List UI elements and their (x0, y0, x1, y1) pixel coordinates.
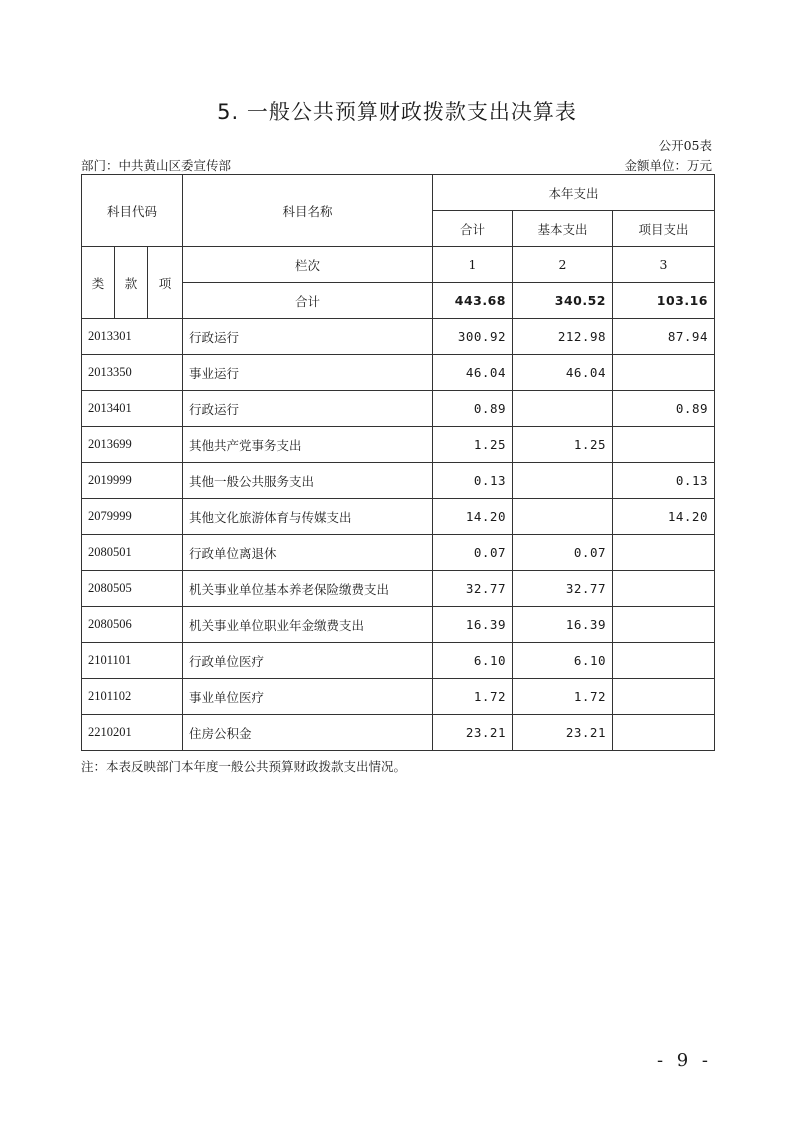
table-row (82, 643, 715, 679)
row-basic: 1.72 (513, 679, 613, 715)
table-row (82, 463, 715, 499)
row-name: 机关事业单位基本养老保险缴费支出 (183, 571, 433, 607)
expenditure-table (81, 174, 715, 751)
header-row-3 (82, 247, 715, 283)
row-basic: 32.77 (513, 571, 613, 607)
row-code: 2101102 (82, 679, 183, 715)
row-project: 0.89 (613, 391, 715, 427)
summary-total: 443.68 (433, 283, 513, 319)
header-row-1 (82, 175, 715, 211)
row-project (613, 427, 715, 463)
header-col1: 1 (433, 247, 513, 283)
page-number: - 9 - (656, 1050, 712, 1071)
table-row (82, 607, 715, 643)
table-note: 注：本表反映部门本年度一般公共预算财政拨款支出情况。 (81, 759, 407, 774)
row-name: 事业单位医疗 (183, 679, 433, 715)
header-lei: 类 (82, 247, 115, 319)
row-basic: 16.39 (513, 607, 613, 643)
row-total: 0.07 (433, 535, 513, 571)
row-project (613, 355, 715, 391)
header-name: 科目名称 (183, 175, 433, 247)
row-name: 行政运行 (183, 319, 433, 355)
row-name: 事业运行 (183, 355, 433, 391)
row-project (613, 679, 715, 715)
row-project: 87.94 (613, 319, 715, 355)
table-row (82, 499, 715, 535)
row-project: 14.20 (613, 499, 715, 535)
table-row (82, 571, 715, 607)
summary-project: 103.16 (613, 283, 715, 319)
row-total: 1.72 (433, 679, 513, 715)
row-total: 32.77 (433, 571, 513, 607)
row-name: 行政单位医疗 (183, 643, 433, 679)
header-col2: 2 (513, 247, 613, 283)
row-total: 6.10 (433, 643, 513, 679)
row-code: 2080501 (82, 535, 183, 571)
row-basic (513, 391, 613, 427)
header-xiang: 项 (148, 247, 183, 319)
header-kuan: 款 (115, 247, 148, 319)
row-code: 2080506 (82, 607, 183, 643)
row-code: 2210201 (82, 715, 183, 751)
row-code: 2013350 (82, 355, 183, 391)
page-title: 5. 一般公共预算财政拨款支出决算表 (217, 100, 577, 124)
row-name: 其他一般公共服务支出 (183, 463, 433, 499)
row-total: 16.39 (433, 607, 513, 643)
row-code: 2013401 (82, 391, 183, 427)
row-name: 机关事业单位职业年金缴费支出 (183, 607, 433, 643)
row-name: 其他共产党事务支出 (183, 427, 433, 463)
row-basic: 0.07 (513, 535, 613, 571)
row-name: 住房公积金 (183, 715, 433, 751)
form-number: 公开05表 (658, 138, 712, 153)
table-row (82, 391, 715, 427)
row-basic: 46.04 (513, 355, 613, 391)
row-basic: 6.10 (513, 643, 613, 679)
row-total: 0.89 (433, 391, 513, 427)
table-row (82, 319, 715, 355)
header-column-label: 栏次 (183, 247, 433, 283)
row-code: 2101101 (82, 643, 183, 679)
row-basic (513, 499, 613, 535)
summary-label: 合计 (183, 283, 433, 319)
row-project (613, 607, 715, 643)
department-label: 部门：中共黄山区委宣传部 (81, 158, 232, 173)
row-total: 14.20 (433, 499, 513, 535)
row-project (613, 643, 715, 679)
row-basic: 1.25 (513, 427, 613, 463)
row-code: 2013699 (82, 427, 183, 463)
table-row (82, 715, 715, 751)
header-project: 项目支出 (613, 211, 715, 247)
row-basic (513, 463, 613, 499)
header-col3: 3 (613, 247, 715, 283)
row-total: 23.21 (433, 715, 513, 751)
row-code: 2013301 (82, 319, 183, 355)
row-basic: 212.98 (513, 319, 613, 355)
row-total: 300.92 (433, 319, 513, 355)
table-row (82, 679, 715, 715)
row-code: 2019999 (82, 463, 183, 499)
table-row (82, 535, 715, 571)
row-project (613, 571, 715, 607)
header-basic: 基本支出 (513, 211, 613, 247)
header-code: 科目代码 (82, 175, 183, 247)
header-current-year: 本年支出 (433, 175, 715, 211)
amount-unit-label: 金额单位：万元 (624, 158, 712, 173)
row-total: 0.13 (433, 463, 513, 499)
header-total: 合计 (433, 211, 513, 247)
summary-basic: 340.52 (513, 283, 613, 319)
row-name: 行政运行 (183, 391, 433, 427)
row-name: 行政单位离退休 (183, 535, 433, 571)
table-row (82, 427, 715, 463)
table-row (82, 355, 715, 391)
row-project: 0.13 (613, 463, 715, 499)
row-project (613, 715, 715, 751)
row-total: 46.04 (433, 355, 513, 391)
row-code: 2080505 (82, 571, 183, 607)
row-total: 1.25 (433, 427, 513, 463)
row-name: 其他文化旅游体育与传媒支出 (183, 499, 433, 535)
row-basic: 23.21 (513, 715, 613, 751)
row-project (613, 535, 715, 571)
row-code: 2079999 (82, 499, 183, 535)
